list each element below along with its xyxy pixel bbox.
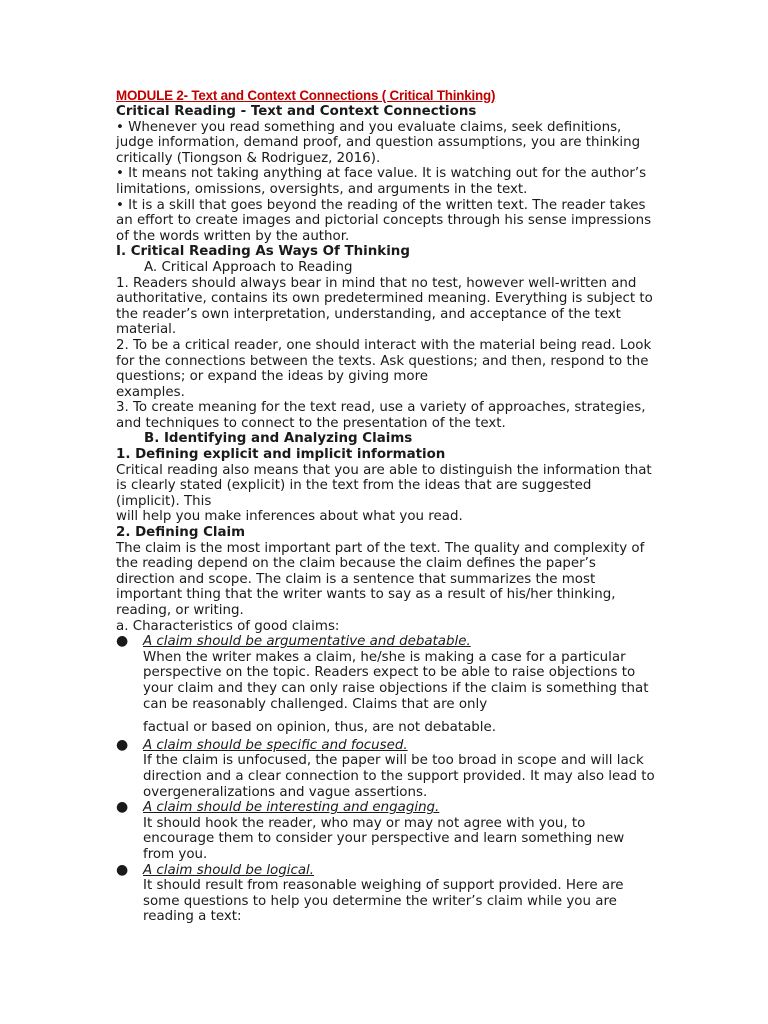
claim-item-logical [116,863,656,925]
claim-heading: A claim should be specific and focused. [143,737,408,753]
bullet-icon: ● [116,633,129,650]
characteristics-label: a. Characteristics of good claims: [116,618,340,634]
intro-bullet-3: • It is a skill that goes beyond the reading of the written text. The reader takes an effort to create images and pictorial concepts through his sense impressions of the words written by the author. [116,197,652,244]
explicit-implicit-text: Critical reading also means that you are able to distinguish the information that is clearly stated (explicit) in the text from the ideas that are suggested (implicit). This [116,462,652,509]
intro-bullet-2: • It means not taking anything at face value. It is watching out for the author’s limitations, omissions, oversights, and arguments in the text. [116,166,647,197]
claim-text: When the writer makes a claim, he/she is making a case for a particular perspective on the topic. Readers expect to be able to raise objections to your claim and they can only raise objections if the claim is something that can be reasonably challenged. Claims that are only [143,649,649,712]
claim-item-interesting [116,800,656,862]
explicit-implicit-text-cont: will help you make inferences about what you read. [116,509,463,525]
module-title: MODULE 2- Text and Context Connections ( Critical Thinking) [116,88,496,103]
claim-heading: A claim should be logical. [143,862,315,878]
section-1-item-2: 2. To be a critical reader, one should interact with the material being read. Look for the connections between the texts. Ask questions; and then, respond to the questions; or expand the ideas by giving more [116,337,652,385]
section-1-item-3: 3. To create meaning for the text read, use a variety of approaches, strategies, and techniques to connect to the presentation of the text. [116,400,646,431]
bullet-icon: ● [116,861,129,878]
claim-text: It should hook the reader, who may or may not agree with you, to encourage them to consider your perspective and learn something new from you. [143,815,625,862]
claim-text: It should result from reasonable weighing of support provided. Here are some questions to help you determine the writer’s claim while you are reading a text: [143,878,624,925]
section-1-item-1: 1. Readers should always bear in mind that no test, however well-written and authoritative, contains its own predetermined meaning. Everything is subject to the reader’s own interpretation, understanding, and acceptance of the text material. [116,275,653,338]
claim-item-argumentative [116,634,656,736]
defining-claim-text: The claim is the most important part of the text. The quality and complexity of the reading depend on the claim because the claim defines the paper’s direction and scope. The claim is a sentence that summarizes the most important thing that the writer wants to say as a result of his/her thinking, reading, or writing. [116,540,645,618]
intro-bullet-1: • Whenever you read something and you evaluate claims, seek definitions, judge information, demand proof, and question assumptions, you are thinking critically (Tiongson & Rodriguez, 2016). [116,119,641,166]
document-subtitle: Critical Reading - Text and Context Connections [116,104,477,119]
explicit-implicit-heading: 1. Defining explicit and implicit information [116,447,446,463]
claim-item-specific [116,738,656,800]
bullet-icon: ● [116,799,129,816]
document-page [116,87,656,925]
claim-text-cont: factual or based on opinion, thus, are not debatable. [143,720,497,736]
claim-heading: A claim should be argumentative and debatable. [143,634,471,650]
section-1-heading: I. Critical Reading As Ways Of Thinking [116,244,410,260]
section-1a-heading: A. Critical Approach to Reading [144,259,353,275]
defining-claim-heading: 2. Defining Claim [116,525,246,541]
claim-heading: A claim should be interesting and engaging. [143,800,440,816]
claim-text: If the claim is unfocused, the paper will be too broad in scope and will lack direction and a clear connection to the support provided. It may also lead to overgeneralizations and vague assertions. [143,753,655,800]
section-1-item-2-cont: examples. [116,384,185,400]
bullet-icon: ● [116,736,129,753]
section-b-heading: B. Identifying and Analyzing Claims [144,431,413,447]
